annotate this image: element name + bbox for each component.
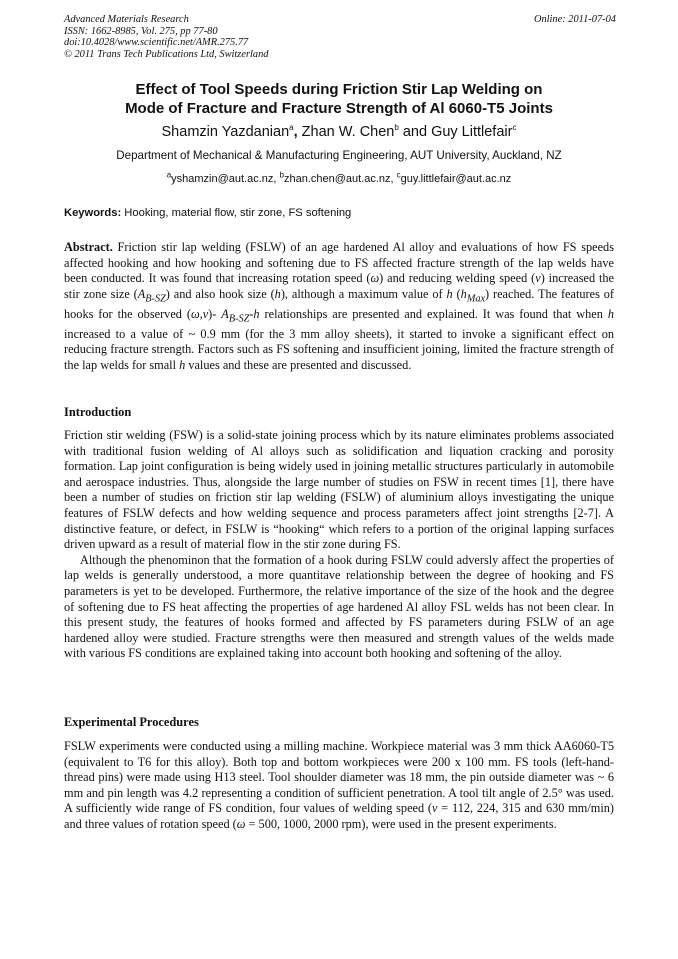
email: yshamzin@aut.ac.nz, — [171, 173, 280, 185]
issn-line: ISSN: 1662-8985, Vol. 275, pp 77-80 — [64, 25, 218, 37]
paragraph-text: = 112, 224, 315 and 630 mm/min) and three values of rotation speed ( — [64, 801, 614, 831]
abstract-text: ), although a maximum value of — [280, 286, 447, 301]
introduction-body — [64, 428, 614, 662]
section-heading-introduction: Introduction — [64, 405, 132, 419]
title-line-2: Mode of Fracture and Fracture Strength of Al 6060-T5 Joints — [125, 100, 553, 117]
abstract-text: ) and reducing welding speed ( — [379, 271, 536, 286]
keywords-label: Keywords: — [64, 207, 122, 219]
symbol-subscript: Max — [466, 293, 486, 305]
abstract-text: )- — [208, 306, 222, 321]
author-name: Guy Littlefair — [431, 124, 513, 140]
affiliation: Department of Mechanical & Manufacturing Engineering, AUT University, Auckland, NZ — [116, 149, 562, 162]
email-marker: c — [396, 170, 401, 180]
abstract-text: values and these are presented and discussed. — [185, 358, 412, 373]
keywords — [64, 206, 616, 220]
title-line-1: Effect of Tool Speeds during Friction Stir Lap Welding on — [135, 81, 543, 98]
symbol: h — [274, 286, 281, 301]
abstract-text: ) reached. The features of hooks for the observed ( — [64, 286, 614, 321]
symbol-subscript: B-SZ — [228, 313, 250, 325]
email: guy.littlefair@aut.ac.nz — [400, 173, 512, 185]
paragraph-text: = 500, 1000, 2000 rpm), were used in the present experiments. — [245, 816, 557, 831]
experimental-body — [64, 739, 614, 833]
paragraph: Friction stir welding (FSW) is a solid-state joining process which by its nature eliminates problems associated with traditional fusion welding of Al alloys such as solidification and liquation cracking and porosity formation. Lap joint configuration is being widely used in joining metallic structures particularly in automobile and aerospace industries. Thus, alongside the large number of studies on FSW in recent times [1], there have been a number of studies on friction stir lap welding (FSLW) of aluminium alloys investigating the unique features of FSLW defects and how welding sequence and process parameters affect joint strengths [2-7]. A distinctive feature, or defect, in FSLW is “hooking“ which refers to a portion of the original lapping surfaces driven upward as a result of material flow in the stir zone during FS. — [64, 428, 614, 552]
symbol: h — [179, 358, 186, 373]
abstract — [64, 240, 614, 374]
author-name: Shamzin Yazdanian — [161, 124, 290, 140]
doi-line: doi:10.4028/www.scientific.net/AMR.275.77 — [64, 37, 249, 49]
abstract-text: ( — [452, 286, 461, 301]
symbol-subscript: B-SZ — [145, 293, 166, 305]
online-date: Online: 2011-07-04 — [533, 14, 616, 25]
author-list — [0, 123, 678, 141]
journal-name: Advanced Materials Research — [64, 14, 189, 25]
abstract-text: increased to a value of ~ 0.9 mm (for the 3 mm alloy sheets), it started to invoke a significant effect on reducing fracture strength. Factors such as FS softening and insufficient joining, limited the fracture strength of the lap welds for small — [64, 326, 614, 373]
symbol: h — [253, 306, 260, 321]
author-separator: , — [293, 124, 302, 140]
abstract-label: Abstract. — [64, 240, 113, 254]
author-name: Zhan W. Chen — [301, 124, 395, 140]
email-marker: b — [279, 170, 284, 180]
abstract-text: relationships are presented and explained. It was found that when — [259, 306, 608, 321]
author-marker: a — [289, 123, 294, 133]
email: zhan.chen@aut.ac.nz, — [283, 173, 397, 185]
symbol: ω — [236, 816, 246, 831]
symbol: ω — [370, 271, 380, 286]
keywords-text: Hooking, material flow, stir zone, FS softening — [121, 207, 352, 219]
paragraph: Although the phenominon that the formation of a hook during FSLW could adversly affect the properties of lap welds is generally understood, a more quantitave relationship between the degree of hooking and FS parameters is yet to be developed. Furthermore, the relative importance of the size of the hook and the degree of softening due to FS heat affecting the properties of age hardened Al alloy FSL welds has not been clear. In this present study, the features of hooks formed and affected by FS parameters during FSLW of an age hardened alloy were studied. Fracture strengths were then measured and strength values of the welds made with various FS conditions are explained taking into account both hooking and softening of the alloy. — [64, 552, 614, 661]
symbol: h — [446, 286, 453, 301]
copyright-line: © 2011 Trans Tech Publications Ltd, Switzerland — [64, 48, 269, 60]
section-heading-experimental: Experimental Procedures — [64, 715, 199, 729]
email-marker: a — [166, 170, 172, 180]
journal-header — [64, 14, 616, 60]
abstract-text: Friction stir lap welding (FSLW) of an age hardened Al alloy and evaluations of how FS speeds affected hooking and how hooking and softening due to FS affected fracture strength of the lap welds have been conducted. It was found that increasing rotation speed ( — [64, 240, 614, 286]
symbol: v — [432, 801, 438, 816]
abstract-text: - — [249, 306, 254, 321]
symbol: h — [460, 286, 467, 301]
symbol: A — [137, 286, 146, 301]
abstract-text: ) increased the stir zone size ( — [64, 271, 615, 301]
symbol: A — [221, 306, 229, 321]
author-emails — [0, 172, 678, 186]
paper-title — [0, 80, 678, 118]
symbol: v — [535, 271, 541, 286]
paragraph-text: FSLW experiments were conducted using a milling machine. Workpiece material was 3 mm thick AA6060-T5 (equivalent to T6 for this alloy). Both top and bottom workpieces were 200 x 100 mm. FS tools (left-hand-thread pins) were made using H13 steel. Tool shoulder diameter was 18 mm, the pin outside diameter was ~ 6 mm and pin length was 4.2 representing a condition of sufficient penetration. A tool tilt angle of 2.5° was used. A sufficiently wide range of FS condition, four values of welding speed ( — [64, 739, 614, 816]
abstract-text: ) and also hook size ( — [165, 286, 275, 301]
author-marker: b — [394, 123, 399, 133]
author-separator: and — [398, 124, 432, 140]
author-marker: c — [512, 123, 517, 133]
symbol: h — [607, 306, 614, 321]
symbol: ω,v — [190, 306, 209, 321]
